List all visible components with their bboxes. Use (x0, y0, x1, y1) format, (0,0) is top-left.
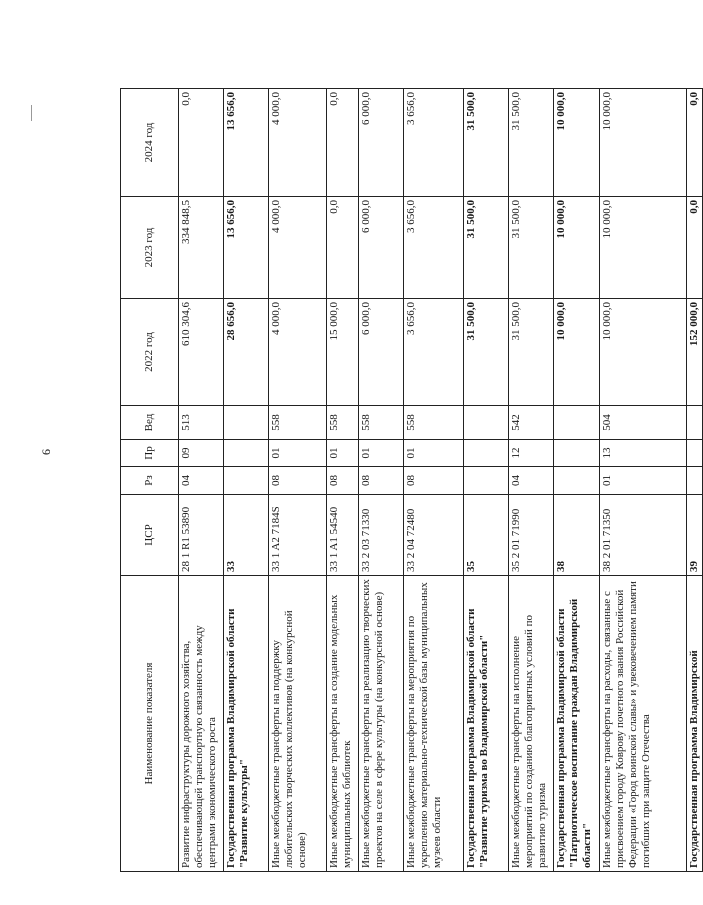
cell-pr: 12 (509, 440, 554, 467)
cell-name: Иные межбюджетные трансферты на исполнение мероприятий по созданию благоприятных условий по развитию туризма (509, 576, 554, 872)
cell-y2023: 10 000,0 (554, 197, 600, 299)
cell-rz: 04 (179, 467, 224, 495)
cell-y2022: 10 000,0 (554, 299, 600, 406)
cell-name: Иные межбюджетные трансферты на реализацию творческих проектов на селе в сфере культуры (на конкурсной основе) (359, 576, 404, 872)
cell-y2024: 4 000,0 (269, 89, 327, 197)
cell-pr: 13 (600, 440, 687, 467)
cell-rz (224, 467, 269, 495)
cell-y2024: 0,0 (687, 89, 703, 197)
cell-name: Государственная программа Владимирской (687, 576, 703, 872)
table-row (554, 89, 600, 872)
table-row (464, 89, 509, 872)
cell-name: Иные межбюджетные трансферты на создание модельных муниципальных библиотек (327, 576, 359, 872)
table-row (404, 89, 464, 872)
cell-y2022: 31 500,0 (464, 299, 509, 406)
cell-name: Иные межбюджетные трансферты на расходы, связанные с присвоением городу Коврову почетного звания Российской Федерации «Город воинской славы» и увековечением памяти погибших при защите Отечества (600, 576, 687, 872)
cell-rz (554, 467, 600, 495)
cell-y2023: 334 848,5 (179, 197, 224, 299)
cell-ved (464, 406, 509, 440)
table-row (269, 89, 327, 872)
cell-rz: 08 (269, 467, 327, 495)
cell-rz: 08 (404, 467, 464, 495)
cell-y2024: 6 000,0 (359, 89, 404, 197)
cell-y2023: 4 000,0 (269, 197, 327, 299)
header-csr: ЦСР (121, 495, 179, 576)
cell-y2022: 28 656,0 (224, 299, 269, 406)
cell-rz: 08 (327, 467, 359, 495)
cell-csr: 35 (464, 495, 509, 576)
cell-pr (224, 440, 269, 467)
table-row (327, 89, 359, 872)
cell-y2024: 10 000,0 (600, 89, 687, 197)
table-row (179, 89, 224, 872)
cell-ved (687, 406, 703, 440)
cell-csr: 33 (224, 495, 269, 576)
cell-csr: 33 2 04 72480 (404, 495, 464, 576)
budget-table (120, 88, 703, 872)
cell-y2024: 13 656,0 (224, 89, 269, 197)
cell-rz (464, 467, 509, 495)
cell-pr: 09 (179, 440, 224, 467)
cell-y2022: 4 000,0 (269, 299, 327, 406)
cell-ved: 558 (327, 406, 359, 440)
cell-y2023: 0,0 (327, 197, 359, 299)
cell-y2023: 10 000,0 (600, 197, 687, 299)
table-row (359, 89, 404, 872)
cell-name: Иные межбюджетные трансферты на поддержку любительских творческих коллективов (на конкурсной основе) (269, 576, 327, 872)
cell-pr (687, 440, 703, 467)
cell-y2022: 31 500,0 (509, 299, 554, 406)
cell-pr: 01 (404, 440, 464, 467)
cell-pr: 01 (327, 440, 359, 467)
cell-ved: 558 (359, 406, 404, 440)
cell-ved: 542 (509, 406, 554, 440)
table-row (600, 89, 687, 872)
cell-pr (464, 440, 509, 467)
cell-name: Развитие инфраструктуры дорожного хозяйства, обеспечивающей транспортную связанность между центрами экономического роста (179, 576, 224, 872)
cell-csr: 38 (554, 495, 600, 576)
cell-ved: 558 (404, 406, 464, 440)
cell-csr: 33 1 A1 54540 (327, 495, 359, 576)
cell-y2024: 3 656,0 (404, 89, 464, 197)
cell-y2024: 10 000,0 (554, 89, 600, 197)
cell-y2022: 610 304,6 (179, 299, 224, 406)
table-row (224, 89, 269, 872)
cell-name: Государственная программа Владимирской области "Патриотическое воспитание граждан Владимирской области" (554, 576, 600, 872)
header-2023: 2023 год (121, 197, 179, 299)
cell-ved: 513 (179, 406, 224, 440)
header-rz: Рз (121, 467, 179, 495)
cell-rz (687, 467, 703, 495)
margin-mark (31, 105, 32, 121)
cell-y2024: 31 500,0 (464, 89, 509, 197)
rotated-table-container (120, 89, 700, 872)
header-2024: 2024 год (121, 89, 179, 197)
cell-ved: 504 (600, 406, 687, 440)
cell-csr: 28 1 R1 53890 (179, 495, 224, 576)
cell-y2024: 0,0 (179, 89, 224, 197)
cell-name: Иные межбюджетные трансферты на мероприятия по укреплению материально-технической базы муниципальных музеев области (404, 576, 464, 872)
header-ved: Вед (121, 406, 179, 440)
cell-y2022: 3 656,0 (404, 299, 464, 406)
cell-y2024: 31 500,0 (509, 89, 554, 197)
cell-y2024: 0,0 (327, 89, 359, 197)
cell-y2023: 3 656,0 (404, 197, 464, 299)
cell-csr: 39 (687, 495, 703, 576)
table-row (509, 89, 554, 872)
cell-y2022: 10 000,0 (600, 299, 687, 406)
cell-csr: 33 2 03 71330 (359, 495, 404, 576)
cell-csr: 33 1 A2 7184S (269, 495, 327, 576)
cell-y2022: 6 000,0 (359, 299, 404, 406)
table-row (687, 89, 703, 872)
cell-y2023: 13 656,0 (224, 197, 269, 299)
cell-rz: 01 (600, 467, 687, 495)
cell-y2022: 152 000,0 (687, 299, 703, 406)
cell-ved (224, 406, 269, 440)
page-number: 9 (39, 449, 54, 455)
cell-pr (554, 440, 600, 467)
header-indicator-name: Наименование показателя (121, 576, 179, 872)
cell-ved (554, 406, 600, 440)
header-2022: 2022 год (121, 299, 179, 406)
cell-y2023: 31 500,0 (509, 197, 554, 299)
cell-csr: 35 2 01 71990 (509, 495, 554, 576)
header-pr: Пр (121, 440, 179, 467)
cell-y2023: 6 000,0 (359, 197, 404, 299)
cell-pr: 01 (269, 440, 327, 467)
cell-y2023: 31 500,0 (464, 197, 509, 299)
cell-pr: 01 (359, 440, 404, 467)
cell-name: Государственная программа Владимирской области "Развитие туризма во Владимирской области" (464, 576, 509, 872)
cell-y2023: 0,0 (687, 197, 703, 299)
table-header-row (121, 89, 179, 872)
cell-y2022: 15 000,0 (327, 299, 359, 406)
cell-ved: 558 (269, 406, 327, 440)
cell-name: Государственная программа Владимирской области "Развитие культуры" (224, 576, 269, 872)
cell-csr: 38 2 01 71350 (600, 495, 687, 576)
cell-rz: 04 (509, 467, 554, 495)
cell-rz: 08 (359, 467, 404, 495)
